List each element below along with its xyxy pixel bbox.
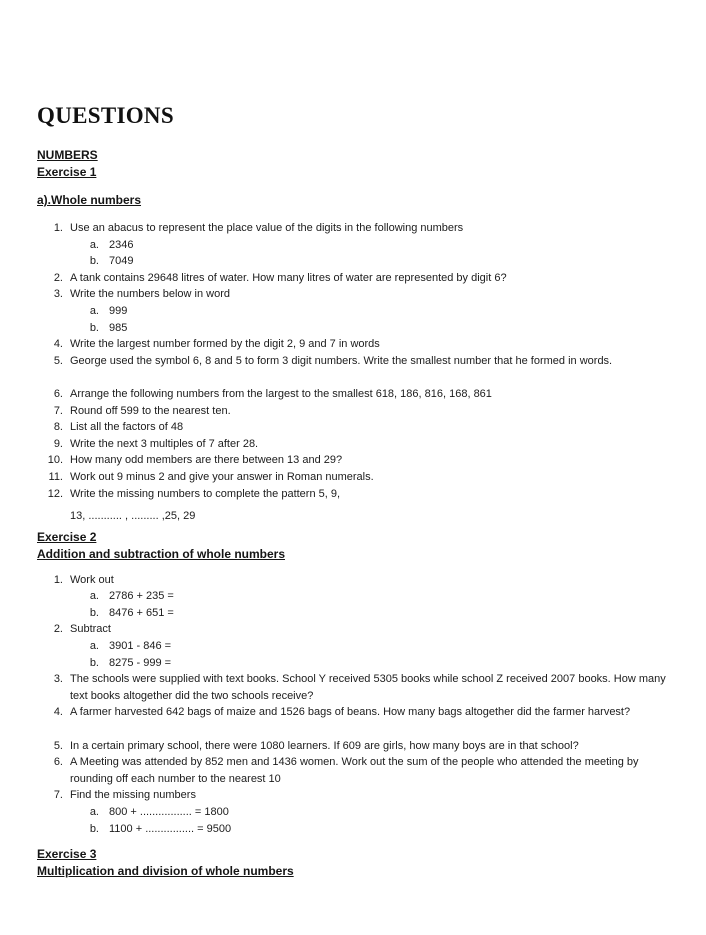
heading-addition-subtraction: Addition and subtraction of whole numbers	[37, 546, 285, 561]
question-row	[37, 787, 670, 804]
item-letter: a.	[89, 640, 99, 653]
item-text: 7049	[109, 255, 134, 268]
item-text: George used the symbol 6, 8 and 5 to form 3 digit numbers. Write the smallest number that he formed in words.	[70, 354, 613, 367]
item-text: 800 + ................. = 1800	[109, 806, 229, 818]
question-subrow	[37, 303, 670, 320]
question-row	[37, 671, 670, 704]
item-number: 6.	[53, 756, 63, 769]
question-row	[37, 270, 670, 287]
question-row	[37, 452, 670, 469]
question-row	[37, 436, 670, 453]
question-subrow	[37, 253, 670, 270]
item-text: 999	[109, 304, 128, 317]
item-text: A farmer harvested 642 bags of maize and 1526 bags of beans. How many bags altogether did the farmer harvest?	[70, 706, 631, 719]
question-subrow	[37, 605, 670, 622]
item-text: Write the missing numbers to complete the pattern 5, 9,	[70, 487, 341, 500]
item-text: Round off 599 to the nearest ten.	[70, 404, 231, 417]
heading-exercise-2: Exercise 2	[37, 529, 97, 544]
question-row	[37, 220, 670, 237]
question-row	[37, 704, 670, 721]
item-number: 1.	[53, 222, 63, 234]
question-row	[37, 419, 670, 436]
item-text: Work out 9 minus 2 and give your answer in Roman numerals.	[70, 470, 374, 483]
exercise-1-list	[37, 220, 670, 502]
question-row	[37, 286, 670, 303]
item-letter: b.	[89, 822, 99, 835]
item-number: 12.	[47, 487, 63, 500]
question-row	[37, 754, 670, 787]
item-text: 2346	[109, 238, 134, 251]
item-text: 8275 - 999 =	[109, 656, 172, 669]
question-row	[37, 572, 670, 589]
item-text: Arrange the following numbers from the largest to the smallest 618, 186, 816, 168, 861	[70, 387, 492, 400]
question-row	[37, 386, 670, 403]
item-text: 985	[109, 321, 128, 334]
question-row	[37, 621, 670, 638]
item-text: Write the largest number formed by the digit 2, 9 and 7 in words	[70, 338, 380, 351]
question-subrow	[37, 237, 670, 254]
item-number: 11.	[48, 470, 63, 483]
item-number: 10.	[47, 454, 63, 467]
item-text: 3901 - 846 =	[109, 640, 172, 653]
heading-numbers: NUMBERS	[37, 148, 98, 162]
question-subrow	[37, 821, 670, 838]
item-text: Use an abacus to represent the place value of the digits in the following numbers	[70, 222, 464, 234]
item-text: How many odd members are there between 13 and 29?	[70, 454, 343, 467]
item-text: Work out	[70, 573, 114, 586]
item-number: 5.	[53, 739, 63, 752]
question-row	[37, 738, 670, 755]
item-letter: b.	[89, 321, 99, 334]
item-text: In a certain primary school, there were 1080 learners. If 609 are girls, how many boys are in that school?	[70, 739, 579, 752]
item-text: 1100 + ................ = 9500	[109, 822, 232, 835]
item-number: 8.	[53, 421, 63, 434]
item-letter: a.	[89, 304, 99, 317]
item-text: 8476 + 651 =	[109, 606, 174, 619]
item-number: 4.	[53, 338, 63, 351]
item-letter: b.	[89, 656, 99, 669]
item-number: 3.	[53, 288, 63, 301]
item-letter: b.	[89, 606, 99, 619]
item-number: 7.	[53, 404, 63, 417]
item-text: Subtract	[70, 623, 111, 636]
item-text: The schools were supplied with text books. School Y received 5305 books while school Z received 2007 books. How many text books altogether did the two schools receive?	[70, 673, 666, 702]
item-number: 2.	[53, 623, 63, 636]
question-subrow	[37, 638, 670, 655]
item-number: 4.	[53, 706, 63, 719]
item-text: A Meeting was attended by 852 men and 1436 women. Work out the sum of the people who attended the meeting by rounding off each number to the nearest 10	[70, 756, 639, 785]
item-letter: b.	[89, 255, 99, 268]
heading-exercise-1: Exercise 1	[37, 165, 97, 179]
page-title: QUESTIONS	[37, 103, 174, 128]
item-text: Find the missing numbers	[70, 789, 196, 802]
heading-whole-numbers: a).Whole numbers	[37, 193, 142, 207]
question-subrow	[37, 804, 670, 821]
item-letter: a.	[89, 238, 99, 251]
item-number: 6.	[53, 387, 63, 400]
question-subrow	[37, 655, 670, 672]
item-number: 5.	[53, 354, 63, 367]
question-row	[37, 336, 670, 353]
item-letter: a.	[89, 806, 99, 818]
heading-exercise-3: Exercise 3	[37, 847, 97, 862]
item-text: Write the numbers below in word	[70, 288, 230, 301]
item-text: A tank contains 29648 litres of water. How many litres of water are represented by digit 6?	[70, 271, 507, 284]
pattern-continuation: 13, ........... , ......... ,25, 29	[70, 510, 196, 523]
item-number: 2.	[53, 271, 63, 284]
item-text: 2786 + 235 =	[109, 590, 174, 603]
item-number: 9.	[53, 437, 63, 450]
question-subrow	[37, 320, 670, 337]
item-number: 3.	[53, 673, 63, 686]
question-row	[37, 469, 670, 486]
item-number: 7.	[53, 789, 63, 802]
exercise-2-list	[37, 572, 670, 838]
question-row	[37, 486, 670, 503]
item-number: 1.	[53, 573, 63, 586]
question-row	[37, 353, 670, 370]
heading-multiplication-division: Multiplication and division of whole numbers	[37, 864, 294, 879]
item-letter: a.	[89, 590, 99, 603]
question-subrow	[37, 588, 670, 605]
question-row	[37, 403, 670, 420]
item-text: List all the factors of 48	[70, 421, 184, 434]
item-text: Write the next 3 multiples of 7 after 28.	[70, 437, 259, 450]
